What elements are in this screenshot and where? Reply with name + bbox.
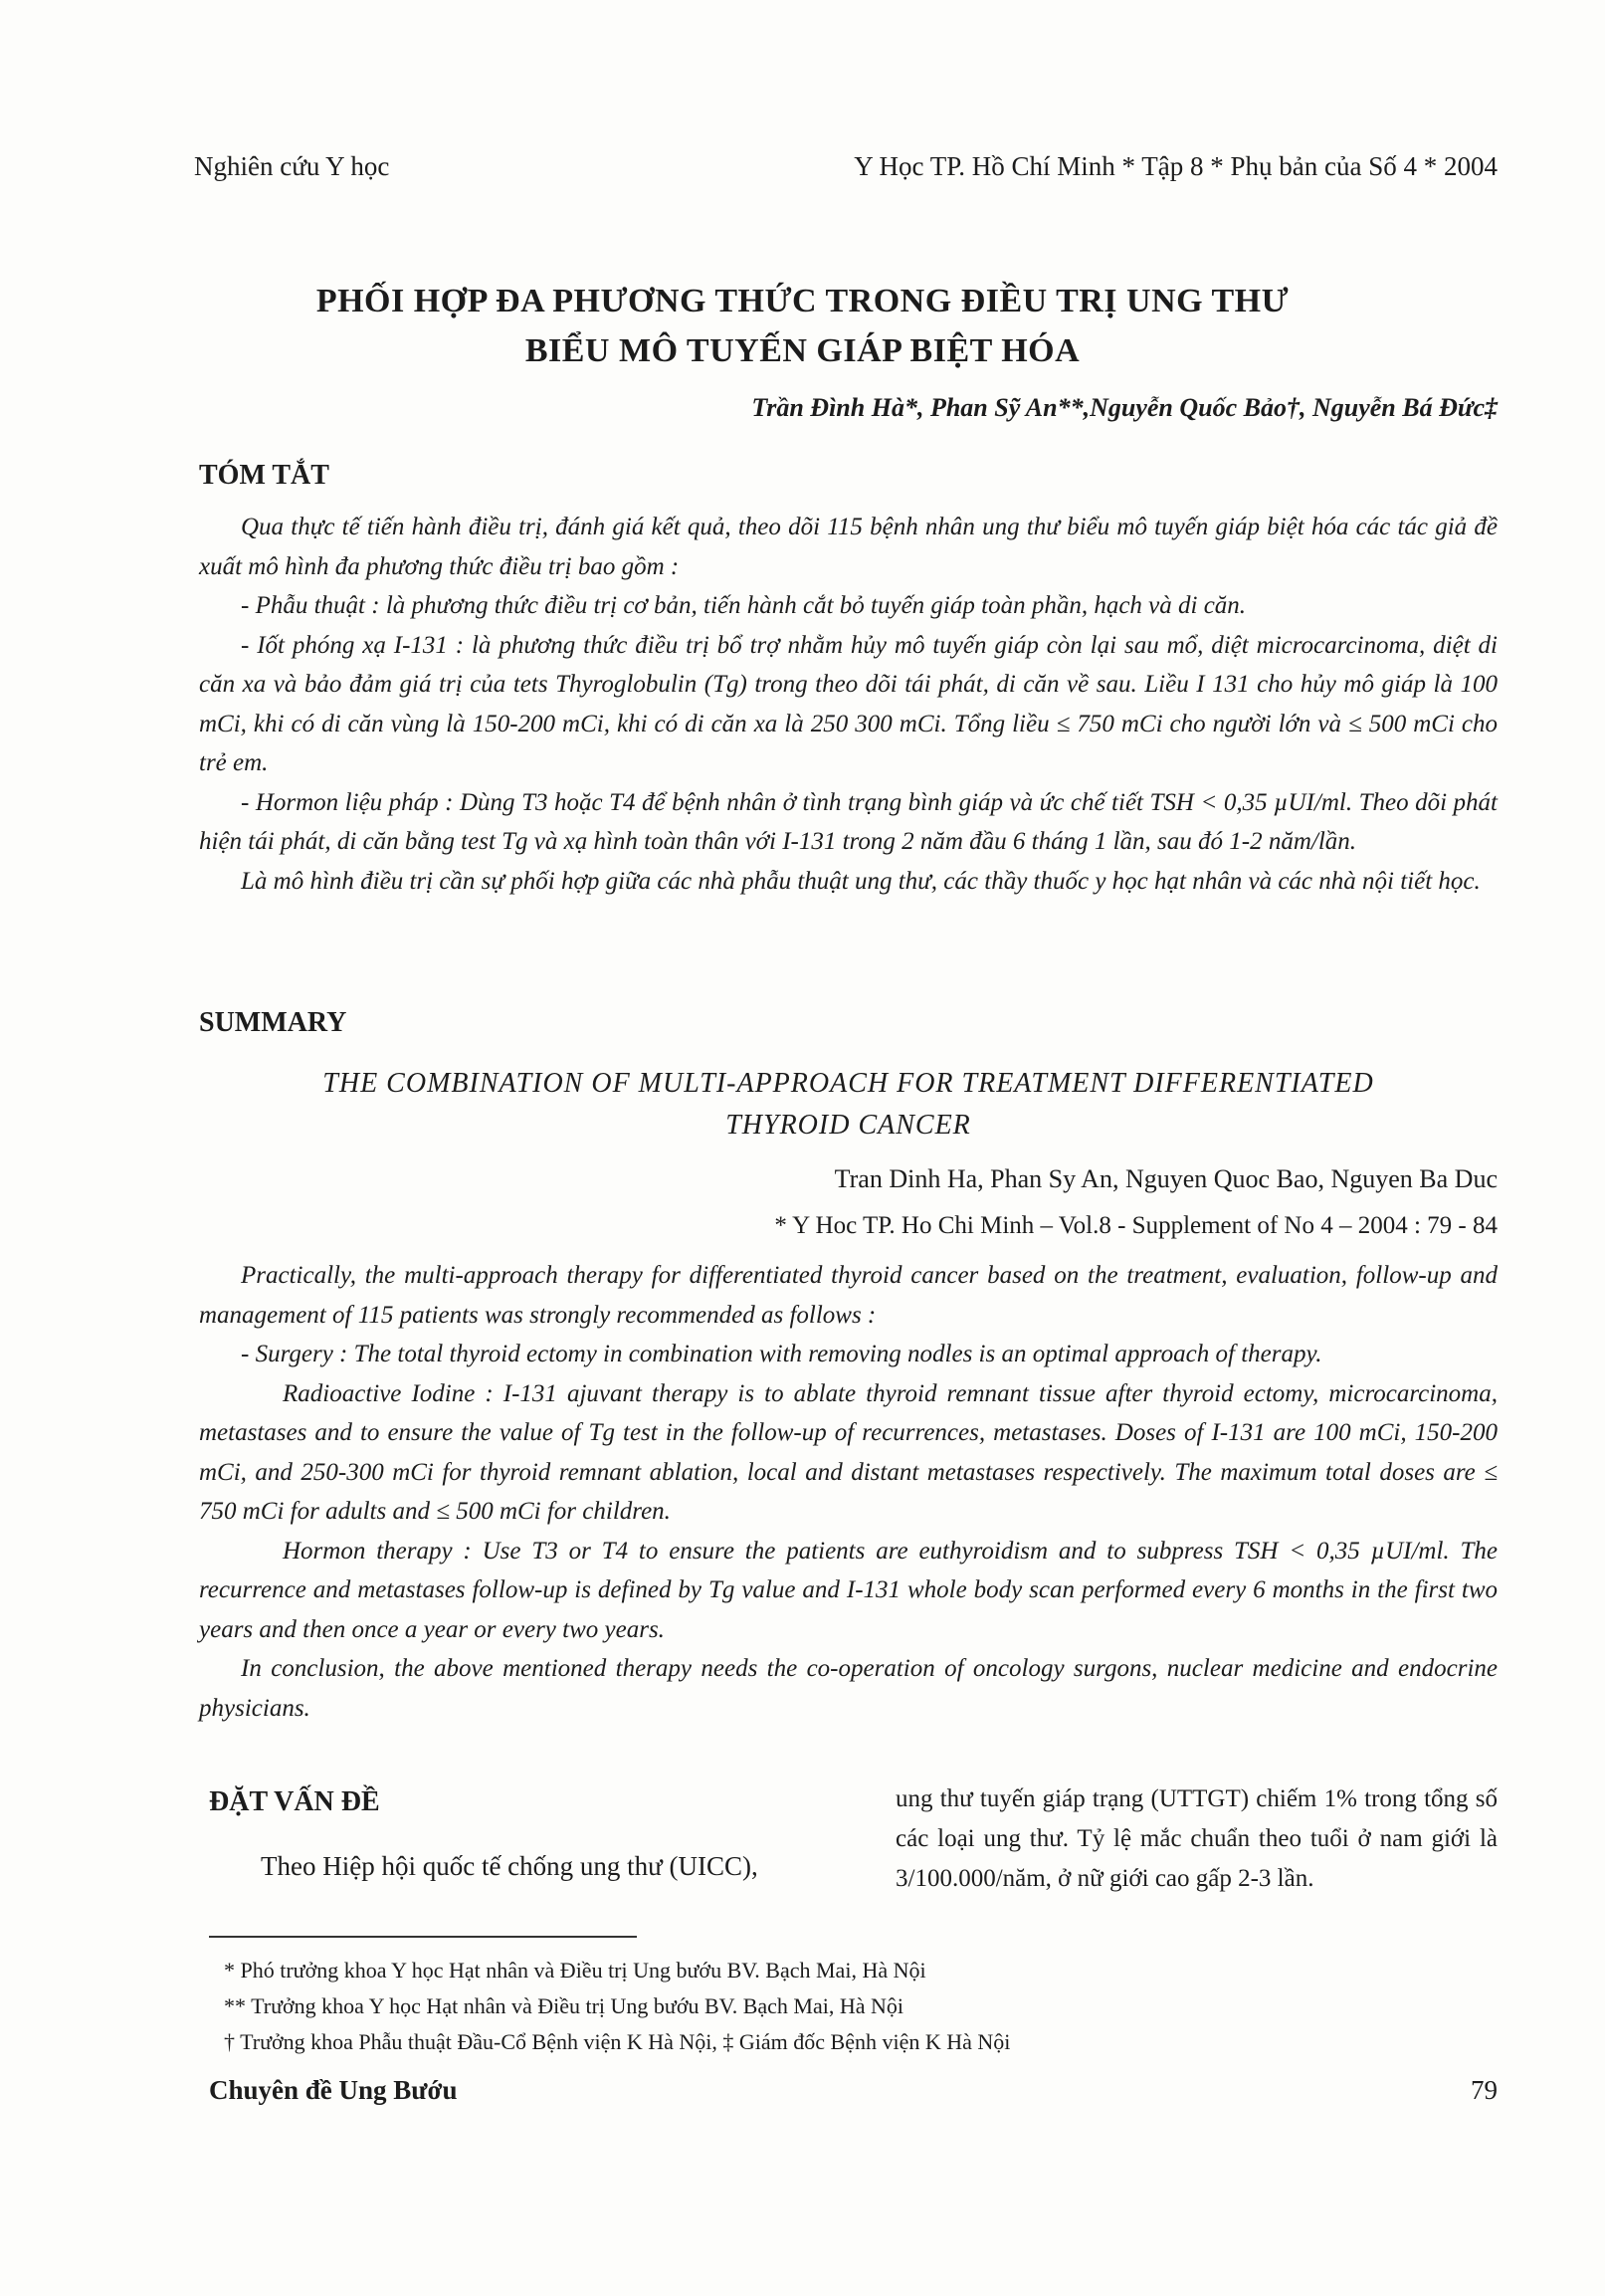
abstract-en-paragraph: - Surgery : The total thyroid ectomy in combination with removing nodles is an optimal approach of therapy. <box>241 1341 1322 1367</box>
intro-right-text: ung thư tuyến giáp trạng (UTTGT) chiếm 1% trong tổng số các loại ung thư. Tỷ lệ mắc chuẩn theo tuổi ở nam giới là 3/100.000/năm, ở nữ giới cao gấp 2-3 lần. <box>896 1785 1498 1892</box>
abstract-english <box>199 1256 1498 1728</box>
abstract-en-paragraph: Radioactive Iodine : I-131 ajuvant therapy is to ablate thyroid remnant tissue after thyroid ectomy, microcarcinoma, metastases and to ensure the value of Tg test in the follow-up of recurrences, metastases. Doses of I-131 are 100 mCi, 150-200 mCi, and 250-300 mCi for thyroid remnant ablation, local and distant metastases respectively. The maximum total doses are ≤ 750 mCi for adults and ≤ 500 mCi for children. <box>199 1379 1498 1525</box>
article-title <box>199 277 1406 376</box>
english-title-line-2: THYROID CANCER <box>725 1110 971 1141</box>
intro-right-column <box>896 1779 1498 1899</box>
abstract-vietnamese <box>199 508 1498 901</box>
running-header-right: Y Học TP. Hồ Chí Minh * Tập 8 * Phụ bản của Số 4 * 2004 <box>854 151 1498 181</box>
english-title <box>199 1063 1498 1147</box>
footnotes <box>224 1953 1010 2060</box>
footnote-3: † Trưởng khoa Phẫu thuật Đầu-Cổ Bệnh viện K Hà Nội, ‡ Giám đốc Bệnh viện K Hà Nội <box>224 2029 1011 2054</box>
page-number: 79 <box>1471 2075 1498 2105</box>
authors-english: Tran Dinh Ha, Phan Sy An, Nguyen Quoc Bao, Nguyen Ba Duc <box>834 1164 1498 1193</box>
abstract-vi-paragraph: - Iốt phóng xạ I-131 : là phương thức điều trị bổ trợ nhằm hủy mô tuyến giáp còn lại sau mổ, diệt microcarcinoma, diệt di căn xa và bảo đảm giá trị của tets Thyroglobulin (Tg) trong theo dõi tái phát, di căn về sau. Liều I 131 cho hủy mô giáp là 100 mCi, khi có di căn vùng là 150-200 mCi, khi có di căn xa là 250 300 mCi. Tổng liều ≤ 750 mCi cho người lớn và ≤ 500 mCi cho trẻ em. <box>199 631 1498 776</box>
abstract-vi-paragraph: Qua thực tế tiến hành điều trị, đánh giá kết quả, theo dõi 115 bệnh nhân ung thư biểu mô tuyến giáp biệt hóa các tác giả đề xuất mô hình đa phương thức điều trị bao gồm : <box>199 514 1498 580</box>
footnote-2: ** Trưởng khoa Y học Hạt nhân và Điều trị Ung bướu BV. Bạch Mai, Hà Nội <box>224 1993 904 2018</box>
authors-vietnamese: Trần Đình Hà*, Phan Sỹ An**,Nguyễn Quốc Bảo†, Nguyễn Bá Đức‡ <box>751 393 1498 422</box>
footnote-divider <box>209 1936 637 1938</box>
abstract-vi-paragraph: - Phẫu thuật : là phương thức điều trị cơ bản, tiến hành cắt bỏ tuyến giáp toàn phần, hạch và di căn. <box>241 592 1247 619</box>
abstract-vi-paragraph: Là mô hình điều trị cần sự phối hợp giữa các nhà phẫu thuật ung thư, các thầy thuốc y học hạt nhân và các nhà nội tiết học. <box>241 867 1481 895</box>
intro-left-text: Theo Hiệp hội quốc tế chống ung thư (UICC), <box>261 1851 758 1881</box>
summary-heading: SUMMARY <box>199 1007 347 1038</box>
abstract-en-paragraph: In conclusion, the above mentioned therapy needs the co-operation of oncology surgons, nuclear medicine and endocrine physicians. <box>199 1655 1498 1722</box>
running-header-left: Nghiên cứu Y học <box>194 151 390 181</box>
abstract-heading-vi: TÓM TẮT <box>199 460 329 491</box>
intro-heading: ĐẶT VẤN ĐỀ <box>209 1786 380 1817</box>
abstract-en-paragraph: Hormon therapy : Use T3 or T4 to ensure the patients are euthyroidism and to subpress TSH < 0,35 µUI/ml. The recurrence and metastases follow-up is defined by Tg value and I-131 whole body scan performed every 6 months in the first two years and then once a year or every two years. <box>199 1537 1498 1643</box>
article-title-line-1: PHỐI HỢP ĐA PHƯƠNG THỨC TRONG ĐIỀU TRỊ UNG THƯ <box>315 283 1290 319</box>
article-title-line-2: BIỂU MÔ TUYẾN GIÁP BIỆT HÓA <box>524 332 1081 369</box>
intro-left-column <box>209 1846 846 1886</box>
abstract-en-paragraph: Practically, the multi-approach therapy for differentiated thyroid cancer based on the treatment, evaluation, follow-up and management of 115 patients was strongly recommended as follows : <box>199 1262 1498 1329</box>
running-footer-section: Chuyên đề Ung Bướu <box>209 2075 458 2105</box>
english-title-line-1: THE COMBINATION OF MULTI-APPROACH FOR TREATMENT DIFFERENTIATED <box>322 1068 1374 1099</box>
abstract-vi-paragraph: - Hormon liệu pháp : Dùng T3 hoặc T4 để bệnh nhân ở tình trạng bình giáp và ức chế tiết TSH < 0,35 µUI/ml. Theo dõi phát hiện tái phát, di căn bằng test Tg và xạ hình toàn thân với I-131 trong 2 năm đầu 6 tháng 1 lần, sau đó 1-2 năm/lần. <box>199 788 1498 855</box>
citation: * Y Hoc TP. Ho Chi Minh – Vol.8 - Supplement of No 4 – 2004 : 79 - 84 <box>774 1212 1498 1239</box>
footnote-1: * Phó trưởng khoa Y học Hạt nhân và Điều trị Ung bướu BV. Bạch Mai, Hà Nội <box>224 1958 926 1983</box>
